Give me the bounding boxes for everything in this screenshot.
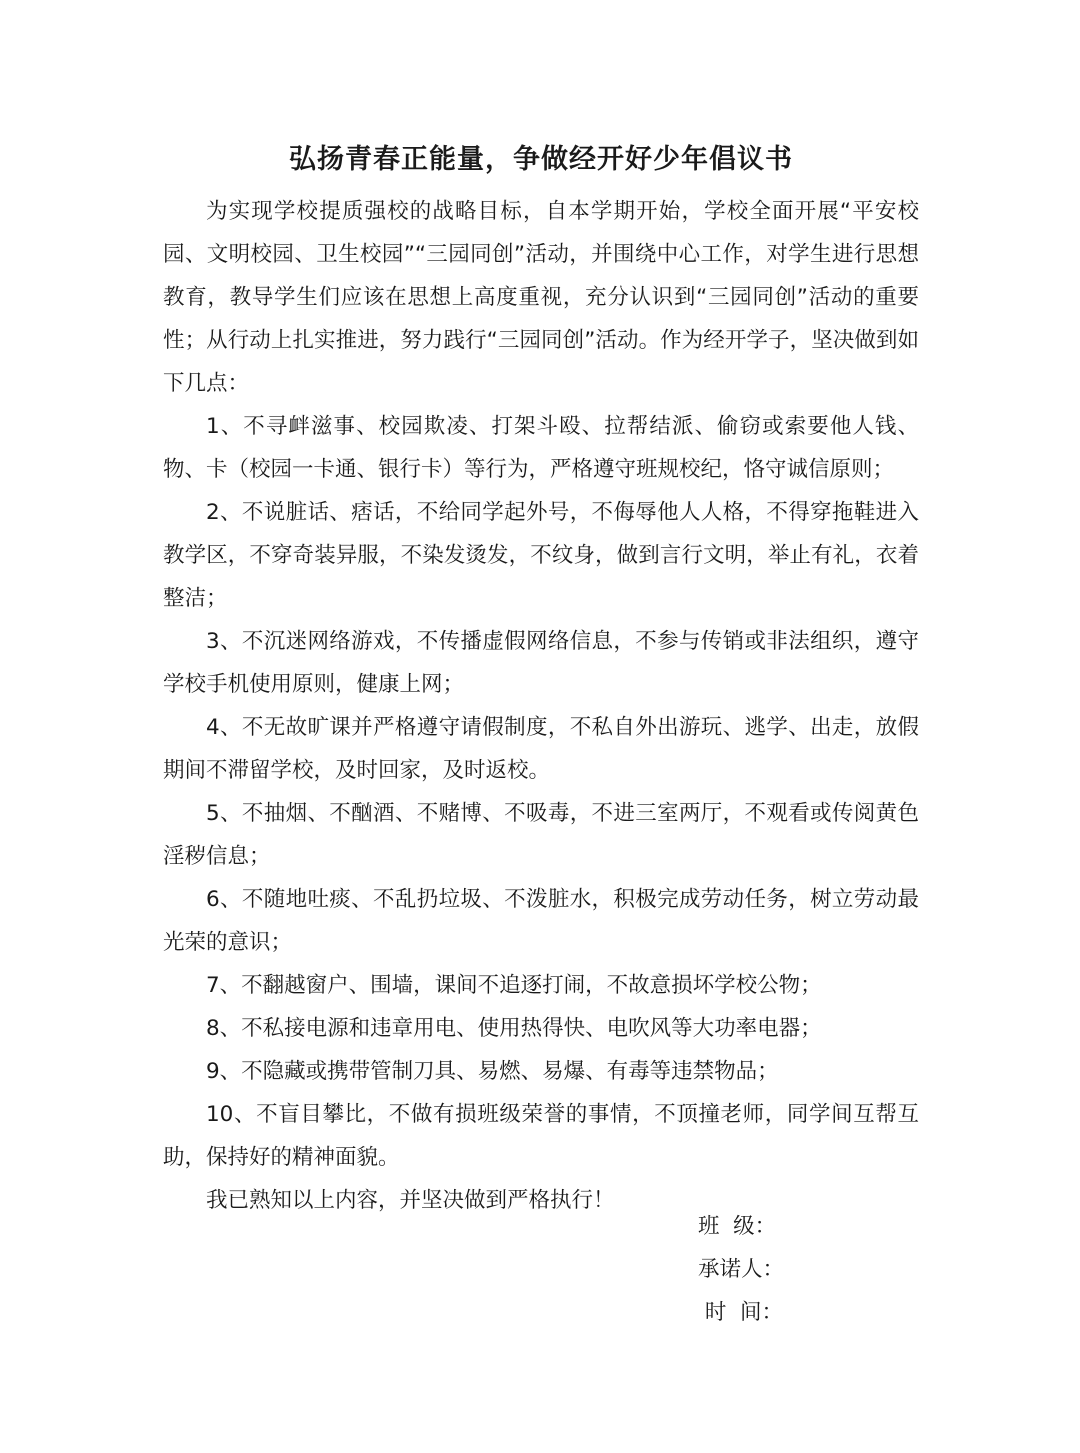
document-page — [163, 140, 919, 1325]
item-8: 8、不私接电源和违章用电、使用热得快、电吹风等大功率电器； — [206, 1016, 822, 1041]
item-2: 2、不说脏话、痞话，不给同学起外号，不侮辱他人人格，不得穿拖鞋进入教学区，不穿奇装异服，不染发烫发，不纹身，做到言行文明，举止有礼，衣着整洁； — [163, 500, 919, 611]
item-7: 7、不翻越窗户、围墙，课间不追逐打闹，不故意损坏学校公物； — [206, 973, 822, 998]
item-10: 10、不盲目攀比，不做有损班级荣誉的事情，不顶撞老师，同学间互帮互助，保持好的精神面貌。 — [163, 1102, 919, 1170]
document-title: 弘扬青春正能量，争做经开好少年倡议书 — [289, 144, 793, 175]
intro-paragraph: 为实现学校提质强校的战略目标，自本学期开始，学校全面开展“平安校园、文明校园、卫生校园”“三园同创”活动，并围绕中心工作，对学生进行思想教育，教导学生们应该在思想上高度重视，充分认识到“三园同创”活动的重要性；从行动上扎实推进，努力践行“三园同创”活动。作为经开学子，坚决做到如下几点： — [163, 199, 919, 396]
item-1: 1、不寻衅滋事、校园欺凌、打架斗殴、拉帮结派、偷窃或索要他人钱、物、卡（校园一卡通、银行卡）等行为，严格遵守班规校纪，恪守诚信原则； — [163, 414, 919, 482]
class-label: 班 级： — [698, 1214, 777, 1239]
closing-statement: 我已熟知以上内容，并坚决做到严格执行！ — [206, 1188, 615, 1213]
item-3: 3、不沉迷网络游戏，不传播虚假网络信息，不参与传销或非法组织，遵守学校手机使用原则，健康上网； — [163, 629, 919, 697]
item-6: 6、不随地吐痰、不乱扔垃圾、不泼脏水，积极完成劳动任务，树立劳动最光荣的意识； — [163, 887, 919, 955]
item-4: 4、不无故旷课并严格遵守请假制度，不私自外出游玩、逃学、出走，放假期间不滞留学校，及时回家，及时返校。 — [163, 715, 919, 783]
item-5: 5、不抽烟、不酗酒、不赌博、不吸毒，不进三室两厅，不观看或传阅黄色淫秽信息； — [163, 801, 919, 869]
item-9: 9、不隐藏或携带管制刀具、易燃、易爆、有毒等违禁物品； — [206, 1059, 779, 1084]
signature-block — [698, 1205, 898, 1334]
promisor-label: 承诺人： — [698, 1257, 785, 1282]
time-label: 时 间： — [698, 1300, 784, 1325]
